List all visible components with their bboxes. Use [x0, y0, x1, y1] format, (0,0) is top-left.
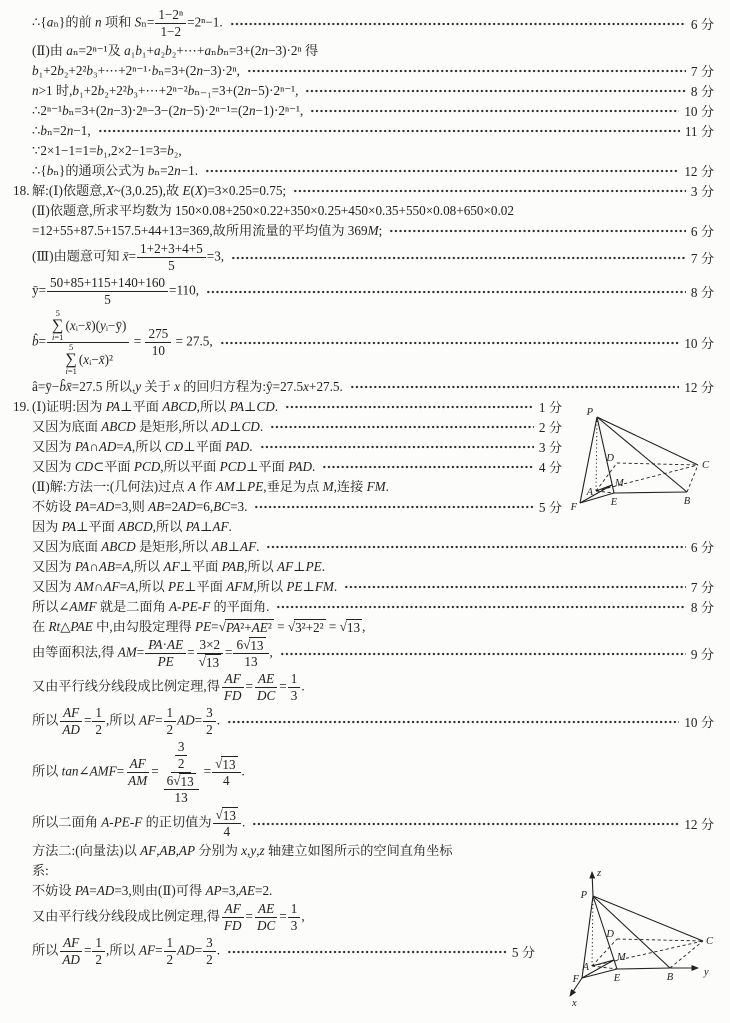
score-label: 10 分: [684, 104, 714, 119]
dot-leader: [231, 252, 686, 264]
sum-upper: 5: [55, 308, 60, 318]
dot-leader: [227, 946, 507, 958]
line-content: 不妨设 PA=AD=3,则 AB=2AD=6,BC=3.: [32, 499, 248, 514]
fig2-svg: [554, 858, 730, 1021]
denominator: FD: [223, 688, 242, 703]
doc-line: [0, 881, 551, 900]
doc-line: [0, 275, 730, 308]
denominator: [196, 654, 224, 670]
line-content: (Ⅱ)依题意,所求平均数为 150×0.08+250×0.22+350×0.25+450×0.35+550×0.08+650×0.02: [32, 203, 514, 218]
score-label: 3 分: [538, 440, 562, 455]
radicand: 13: [346, 620, 361, 635]
radicand: 13: [180, 774, 194, 789]
denominator: 4: [223, 773, 230, 788]
fig1-label-A: A: [586, 487, 593, 498]
line-content: 所以 $\frac{AF}{AD}$ = $\frac{1}{2}$ ,所以 AF= $\frac{1}{2}$ AD= $\frac{3}{2}$ .: [32, 705, 221, 737]
fig2-label-B: B: [666, 972, 674, 983]
line-content: 因为 PA⊥平面 ABCD,所以 PA⊥AF.: [32, 519, 232, 534]
fraction: [203, 705, 216, 738]
doc-line: [0, 397, 578, 416]
dot-leader: [205, 165, 679, 177]
line-content: ȳ= $\frac{50+85+115+140+160}{5}$ =110,: [32, 275, 200, 307]
numerator: 1: [92, 935, 105, 952]
score-label: 8 分: [690, 84, 714, 99]
radical-sign: √: [215, 756, 223, 771]
summation: [65, 343, 76, 376]
denominator: DC: [256, 918, 276, 933]
line-content: (Ⅱ)解:方法一:(几何法)过点 A 作 AM⊥PE,垂足为点 M,连接 FM.: [32, 479, 389, 494]
score-label: 11 分: [684, 124, 714, 139]
line-content: 又因为 AM∩AF=A,所以 PE⊥平面 AFM,所以 PE⊥FM.: [32, 579, 338, 594]
score-label: 6 分: [690, 224, 714, 239]
fraction: [221, 671, 245, 704]
denominator: 5 ∑ i=1 ( x ᵢ− x̄ )²: [65, 342, 113, 376]
numerator: 3: [203, 705, 216, 722]
doc-line: [0, 181, 730, 200]
score-label: 1 分: [538, 400, 562, 415]
sum-lower: i=1: [65, 366, 77, 376]
doc-line: [0, 807, 730, 840]
doc-line: [0, 557, 730, 576]
numerator: [212, 756, 240, 773]
numerator: PA · AE: [145, 637, 186, 654]
numerator: 1−2ⁿ: [155, 7, 186, 24]
fraction: [164, 705, 177, 738]
denominator: 2: [95, 722, 102, 737]
line-content: 所以 $\frac{AF}{AD}$ = $\frac{1}{2}$ ,所以 AF= $\frac{1}{2}$ AD= $\frac{3}{2}$ .: [32, 935, 221, 967]
denominator: 2: [166, 952, 174, 967]
fig1-label-B: B: [683, 496, 691, 507]
fraction: [125, 756, 150, 789]
score-label: 6 分: [690, 17, 714, 32]
dot-leader: [252, 818, 679, 830]
denominator: AD: [62, 722, 80, 737]
numerator: 3: [203, 935, 216, 952]
fraction: [160, 739, 203, 806]
dot-leader: [266, 541, 685, 553]
radicand: PA²+AE²: [225, 620, 272, 635]
line-content: 所以二面角 A-PE-F 的正切值为 √ 13 4 .: [32, 807, 246, 839]
fraction: [164, 773, 199, 806]
fig2-label-P: P: [580, 890, 587, 901]
radicand: 13: [222, 757, 236, 772]
denominator: FD: [223, 918, 242, 933]
doc-line: [0, 221, 730, 240]
sqrt-radical: [288, 619, 326, 635]
score-label: 8 分: [690, 600, 714, 615]
sqrt-radical: [340, 619, 362, 635]
doc-line: [0, 81, 730, 100]
score-label: 7 分: [690, 64, 714, 79]
denominator: 10: [151, 343, 165, 358]
doc-line: [0, 739, 730, 806]
fig1-visible-edges: [580, 417, 698, 503]
numerator: AE: [255, 671, 277, 688]
doc-line: [0, 417, 578, 436]
fig2-visible-edges: [582, 896, 703, 978]
denominator: AM: [128, 773, 148, 788]
numerator: 1: [164, 705, 177, 722]
dot-leader: [344, 581, 686, 593]
sqrt-radical: [243, 637, 265, 653]
fig1-labels: [570, 407, 710, 513]
fraction: [47, 275, 168, 308]
denominator: DC: [256, 688, 276, 703]
numerator: 275: [145, 326, 171, 343]
denominator: 2: [206, 952, 213, 967]
dot-leader: [260, 441, 534, 453]
fig2-label-y: y: [704, 967, 709, 978]
numerator: AF: [60, 935, 82, 952]
fraction: [254, 671, 278, 704]
sqrt-radical: [199, 654, 221, 670]
dot-leader: [254, 501, 534, 513]
line-content: 方法二:(向量法)以 AF,AB,AP 分别为 x,y,z 轴建立如图所示的空间直角坐标: [32, 843, 453, 858]
line-content: 又因为 PA∩AD=A,所以 CD⊥平面 PAD.: [32, 439, 253, 454]
denominator: 2: [166, 722, 174, 737]
score-label: 6 分: [690, 540, 714, 555]
score-label: 7 分: [690, 580, 714, 595]
fig2-label-x: x: [572, 998, 577, 1009]
doc-line: [0, 437, 578, 456]
dot-leader: [270, 421, 534, 433]
doc-line: [0, 497, 578, 516]
fig1-label-E: E: [610, 497, 618, 508]
line-content: ∴bₙ=2n−1,: [32, 123, 91, 138]
numerator: 1+2+3+4+5: [137, 241, 206, 258]
line-content: ∵2×1−1=1=b₁,2×2−1=3=b₂,: [32, 143, 182, 158]
line-content: (Ⅲ)由题意可知 x̄= $\frac{1+2+3+4+5}{5}$ =3,: [32, 241, 225, 273]
line-content: b̂= 5 ∑ i=1 ( x ᵢ− x̄ )( y ᵢ−ȳ) 5 ∑ i=1 ( x ᵢ− x̄ )² = $\frac{275}{10}$ = 27.5,: [32, 308, 213, 376]
dot-leader: [206, 286, 686, 298]
line-content: 解:(Ⅰ)依题意,X~(3,0.25),故 E(X)=3×0.25=0.75;: [32, 183, 287, 198]
doc-line: [0, 841, 551, 860]
dot-leader: [276, 601, 685, 613]
doc-line: [0, 241, 730, 274]
dot-leader: [98, 125, 680, 137]
fraction: [213, 807, 241, 840]
doc-line: [0, 309, 730, 376]
fraction: [288, 671, 301, 704]
numerator: AF: [222, 901, 244, 918]
fraction: [175, 739, 188, 772]
score-label: 8 分: [690, 285, 714, 300]
line-content: 又因为 CD⊂平面 PCD,所以平面 PCD⊥平面 PAD.: [32, 459, 316, 474]
sum-lower: i=1: [52, 332, 64, 342]
score-label: 9 分: [690, 647, 714, 662]
fig2-label-A: A: [582, 962, 589, 973]
line-content: =12+55+87.5+157.5+44+13=369,故所用流量的平均值为 369M;: [32, 223, 383, 238]
denominator: 1−2: [160, 24, 182, 39]
radical-sign: √: [287, 619, 296, 634]
radicand: 13: [222, 808, 236, 823]
score-label: 12 分: [684, 164, 714, 179]
radical-sign: √: [243, 637, 251, 652]
fraction: [212, 756, 240, 789]
doc-line: [0, 617, 730, 636]
score-label: 10 分: [684, 715, 714, 730]
dot-leader: [389, 225, 686, 237]
sum-upper: 5: [69, 342, 74, 352]
dot-leader: [247, 65, 686, 77]
fig1-svg: [556, 402, 726, 522]
fig1-label-C: C: [702, 460, 710, 471]
line-content: 所以∠AMF 就是二面角 A-PE-F 的平面角.: [32, 599, 270, 614]
problem-number: 18.: [13, 182, 30, 198]
fraction: [164, 935, 177, 968]
dot-leader: [350, 381, 680, 393]
z-axis: [592, 872, 593, 896]
sqrt-radical: [215, 756, 237, 772]
radicand: 3²+2²: [295, 620, 324, 635]
denominator: [160, 773, 203, 806]
fraction: [145, 637, 186, 670]
score-label: 2 分: [538, 420, 562, 435]
doc-line: [0, 201, 730, 220]
fraction: [47, 309, 129, 376]
dot-leader: [305, 85, 685, 97]
fig1-label-P: P: [586, 407, 593, 418]
numerator: AE: [255, 901, 277, 918]
fig2-label-z: z: [597, 868, 602, 879]
score-label: 3 分: [690, 184, 714, 199]
fig2-label-M: M: [617, 952, 626, 963]
fraction: [137, 241, 206, 274]
sqrt-radical: [173, 773, 195, 789]
fig2-label-E: E: [613, 973, 621, 984]
line-content: n>1 时,b₁+2b₂+2²b₃+⋯+2ⁿ⁻²bₙ₋₁=3+(2n−5)·2ⁿ⁻¹,: [32, 83, 299, 98]
doc-line: [0, 101, 730, 120]
line-content: 又因为底面 ABCD 是矩形,所以 AD⊥CD.: [32, 419, 264, 434]
dot-leader: [293, 185, 686, 197]
numerator: AF: [127, 756, 149, 773]
line-content: 又因为底面 ABCD 是矩形,所以 AB⊥AF.: [32, 539, 260, 554]
doc-line: [0, 457, 578, 476]
fraction: [59, 705, 83, 738]
doc-line: [0, 671, 730, 704]
doc-line: [0, 637, 730, 670]
doc-line: [0, 477, 578, 496]
score-label: 12 分: [684, 380, 714, 395]
score-label: 4 分: [538, 460, 562, 475]
denominator: 3: [290, 918, 298, 933]
denominator: 13: [244, 654, 258, 669]
doc-line: [0, 61, 730, 80]
score-label: 12 分: [684, 817, 714, 832]
doc-line: [0, 377, 730, 396]
numerator: 1: [164, 935, 177, 952]
fraction: [92, 705, 105, 738]
denominator: 2: [95, 952, 102, 967]
doc-line: [0, 705, 730, 738]
fraction: [196, 637, 224, 670]
radicand: 13: [205, 655, 220, 670]
numerator: 1: [288, 671, 301, 688]
score-label: 5 分: [511, 945, 535, 960]
line-content: 又因为 PA∩AB=A,所以 AF⊥平面 PAB,所以 AF⊥PE.: [32, 559, 325, 574]
numerator: 1: [92, 705, 105, 722]
sqrt-radical: [216, 807, 238, 823]
denominator: 2: [177, 756, 185, 771]
line-content: ∴{bₙ}的通项公式为 bₙ=2n−1.: [32, 163, 199, 178]
summation: [52, 309, 63, 342]
numerator: 50+85+115+140+160: [47, 275, 168, 292]
figure-pyramid-geometry: [556, 402, 726, 522]
denominator: 4: [223, 824, 231, 839]
numerator: 3×2: [197, 637, 224, 654]
line-content: 系:: [32, 863, 49, 878]
sqrt-radical: [219, 619, 274, 635]
fig1-label-D: D: [606, 453, 614, 464]
fraction: [233, 637, 268, 670]
score-label: 10 分: [684, 336, 714, 351]
radical-sign: √: [339, 619, 347, 634]
denominator: PE: [157, 654, 174, 669]
fig2-label-C: C: [706, 936, 714, 947]
denominator: 5: [104, 292, 111, 307]
doc-line: [0, 537, 730, 556]
denominator: 13: [174, 790, 188, 805]
fig2-hidden-vertical-PA: [592, 896, 593, 966]
denominator: 2: [206, 722, 213, 737]
numerator: 1: [288, 901, 301, 918]
fraction: [155, 7, 186, 40]
numerator: 3: [175, 739, 188, 756]
line-content: 在 Rt△PAE 中,由勾股定理得 PE= √ PA²+AE² = √ 3²+2² = √ 13 ,: [32, 619, 366, 635]
doc-line: [0, 161, 730, 180]
fig2-label-F: F: [572, 974, 579, 985]
line-content: 又由平行线分线段成比例定理,得 $\frac{AF}{FD}$ = $\frac{AE}{DC}$ = $\frac{1}{3}$ .: [32, 671, 305, 703]
fraction: [59, 935, 83, 968]
line-content: (Ⅰ)证明:因为 PA⊥平面 ABCD,所以 PA⊥CD.: [32, 399, 279, 414]
line-content: 又由平行线分线段成比例定理,得 $\frac{AF}{FD}$ = $\frac{AE}{DC}$ = $\frac{1}{3}$ ,: [32, 901, 305, 933]
numerator: [171, 739, 192, 773]
sigma-symbol: ∑: [65, 351, 77, 368]
score-label: 7 分: [690, 251, 714, 266]
fig1-label-M: M: [615, 478, 624, 489]
numerator: 5 ∑ i=1 ( x ᵢ− x̄ )( y ᵢ−ȳ): [47, 309, 129, 343]
line-content: 由等面积法,得 AM= PA · AE PE = 3×2 √ 13 = 6 √ 13 13 ,: [32, 637, 273, 670]
dot-leader: [322, 461, 534, 473]
numerator: [213, 807, 241, 824]
problem-number: 19.: [13, 398, 30, 414]
doc-line: [0, 597, 730, 616]
radical-sign: √: [198, 654, 206, 669]
doc-line: [0, 41, 730, 60]
fraction: [203, 935, 216, 968]
line-content: b₁+2b₂+2²b₃+⋯+2ⁿ⁻¹·bₙ=3+(2n−3)·2ⁿ,: [32, 63, 240, 78]
sigma-symbol: ∑: [52, 317, 64, 334]
denominator: 5: [168, 258, 175, 273]
numerator: AF: [222, 671, 244, 688]
line-content: â=ȳ−b̂x̄=27.5 所以,y 关于 x 的回归方程为:ŷ=27.5x+27.5.: [32, 379, 343, 394]
dot-leader: [285, 401, 534, 413]
dot-leader: [230, 18, 686, 30]
fig1-label-F: F: [570, 502, 577, 513]
doc-line: [0, 577, 730, 596]
doc-line: [0, 935, 551, 968]
fraction: [221, 901, 245, 934]
line-content: ∴{aₙ}的前 n 项和 Sₙ= $\frac{\text{1−2ⁿ}}{1-2}$ =2ⁿ−1.: [32, 7, 223, 39]
fraction: [145, 326, 171, 359]
fig1-hidden-vertical-PA: [596, 417, 597, 491]
dot-leader: [280, 648, 686, 660]
line-content: 不妨设 PA=AD=3,则由(Ⅱ)可得 AP=3,AE=2.: [32, 883, 273, 898]
fig2-label-D: D: [606, 929, 614, 940]
numerator: 6 √ 13: [233, 637, 268, 654]
figure-pyramid-with-axes: [554, 858, 730, 1021]
doc-line: [0, 121, 730, 140]
doc-line: [0, 141, 730, 160]
line-content: (Ⅱ)由 aₙ=2ⁿ⁻¹及 a₁b₁+a₂b₂+⋯+aₙbₙ=3+(2n−3)·2ⁿ 得: [32, 43, 319, 58]
radical-sign: √: [215, 807, 223, 822]
denominator: AD: [62, 952, 80, 967]
score-label: 5 分: [538, 500, 562, 515]
doc-line: [0, 7, 730, 40]
doc-line: [0, 861, 551, 880]
radicand: 13: [250, 638, 264, 653]
fraction: [254, 901, 278, 934]
dot-leader: [220, 337, 680, 349]
numerator: 6 √ 13: [164, 773, 199, 790]
line-content: 所以 tan∠AMF= $\frac{AF}{AM}$ = $\frac{3}{2}$ 6 √ 13 13 = √ 13 4 .: [32, 739, 245, 805]
dot-leader: [227, 716, 679, 728]
radical-sign: √: [173, 773, 181, 788]
dot-leader: [310, 105, 679, 117]
fraction: [92, 935, 105, 968]
radical-sign: √: [218, 619, 226, 634]
fraction: [288, 901, 301, 934]
doc-line: [0, 901, 551, 934]
numerator: AF: [60, 705, 82, 722]
denominator: 3: [290, 688, 298, 703]
line-content: ∴2ⁿ⁻¹bₙ=3+(2n−3)·2ⁿ−3−(2n−5)·2ⁿ⁻¹=(2n−1)·2ⁿ⁻¹,: [32, 103, 304, 118]
